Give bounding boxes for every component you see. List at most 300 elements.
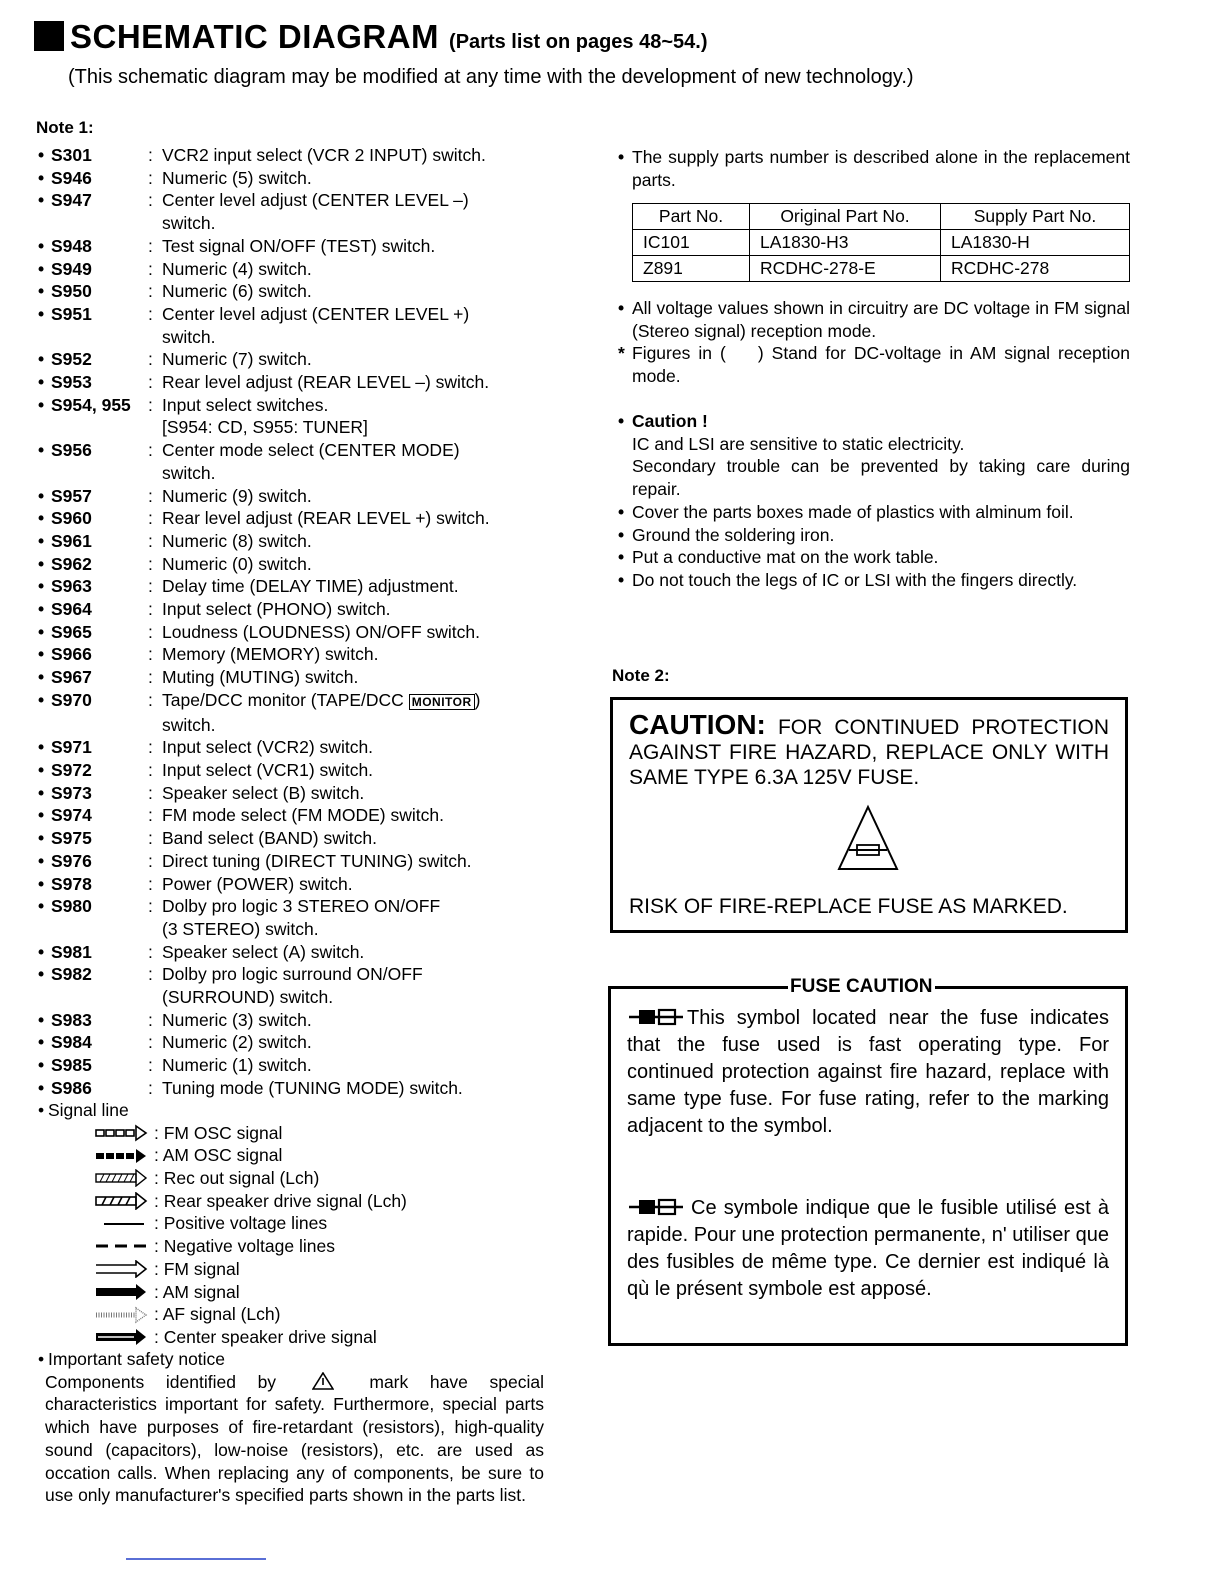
switch-desc-text: Numeric (0) switch. <box>162 553 312 574</box>
hollow-square-dash-arrow-icon <box>94 1124 150 1142</box>
colon: : <box>148 303 153 324</box>
switch-desc <box>162 827 548 850</box>
colon: : <box>148 372 153 393</box>
colon: : <box>148 941 153 962</box>
hatched-arrow-icon <box>94 1169 150 1187</box>
switch-id: S953 <box>51 372 92 393</box>
safety-text: mark have special characteristics important for safety. Furthermore, special parts which have purposes of fire-retardant (resistors), high-quality sound (capacitors), low-noise (resistors), etc. are used as occation calls. When replacing any of components, be sure to use only manufacturer's specified parts shown in the parts list. <box>45 1371 544 1506</box>
colon: : <box>148 553 153 574</box>
switch-desc <box>162 439 548 484</box>
switch-desc-line <box>162 1077 548 1100</box>
switch-desc-text: Numeric (4) switch. <box>162 258 312 279</box>
bullet: • <box>38 896 45 917</box>
switch-desc-text: Input select switches. <box>162 394 329 415</box>
switch-desc <box>162 895 548 940</box>
switch-desc <box>162 189 548 234</box>
switch-list <box>38 144 548 1100</box>
colon: : <box>148 530 153 551</box>
switch-desc-text: Tuning mode (TUNING MODE) switch. <box>162 1077 463 1098</box>
switch-id: S984 <box>51 1032 92 1053</box>
switch-id: S962 <box>51 553 92 574</box>
switch-id: S985 <box>51 1055 92 1076</box>
switch-desc-text: Loudness (LOUDNESS) ON/OFF switch. <box>162 621 480 642</box>
switch-id: S301 <box>51 145 92 165</box>
switch-item <box>38 827 548 850</box>
switch-desc-text: Tape/DCC monitor (TAPE/DCC <box>162 689 404 710</box>
signal-heading: Signal line <box>48 1100 129 1120</box>
bullet: • <box>38 167 45 188</box>
colon: : <box>148 349 153 370</box>
switch-desc <box>162 303 548 348</box>
switch-item <box>38 394 548 439</box>
dotted-arrow-icon <box>94 1306 150 1324</box>
switch-desc-text: Numeric (2) switch. <box>162 1032 312 1053</box>
signal-label: : Center speaker drive signal <box>154 1326 377 1347</box>
switch-desc <box>162 235 548 258</box>
table-header: Supply Part No. <box>941 204 1130 230</box>
switch-desc-line <box>162 736 548 759</box>
striped-arrow-icon <box>94 1192 150 1210</box>
switch-item <box>38 759 548 782</box>
switch-desc-line <box>162 963 548 986</box>
switch-desc-line <box>162 941 548 964</box>
switch-desc <box>162 850 548 873</box>
signal-item <box>38 1190 558 1213</box>
switch-item <box>38 303 548 348</box>
switch-desc-line <box>162 371 548 394</box>
signal-label: : Rec out signal (Lch) <box>154 1168 320 1189</box>
switch-desc <box>162 575 548 598</box>
safety-notice: • Important safety notice Components identified by mark have special characteristics important for safety. Furthermore, special parts which have purposes of fire-retardant (resistors), high-quality sound (capacitors), low-noise (resistors), etc. are used as occation calls. When replacing any of components, be sure to use only manufacturer's specified parts shown in the parts list. <box>38 1349 544 1506</box>
switch-desc-text: Test signal ON/OFF (TEST) switch. <box>162 235 436 256</box>
switch-id: S970 <box>51 689 92 710</box>
switch-desc-text: Center mode select (CENTER MODE) <box>162 440 460 461</box>
switch-item <box>38 530 548 553</box>
switch-desc <box>162 485 548 508</box>
table-cell: Z891 <box>633 256 750 282</box>
switch-desc <box>162 621 548 644</box>
switch-desc-text: Power (POWER) switch. <box>162 873 353 894</box>
table-header: Part No. <box>633 204 750 230</box>
switch-item <box>38 144 548 167</box>
bullet: • <box>38 850 45 871</box>
signal-label: : Rear speaker drive signal (Lch) <box>154 1190 407 1211</box>
subtitle: (This schematic diagram may be modified at any time with the development of new technology.) <box>68 66 914 88</box>
switch-desc-text: Direct tuning (DIRECT TUNING) switch. <box>162 850 472 871</box>
fuse-symbol-icon <box>627 1008 685 1026</box>
switch-desc-line2: switch. <box>162 213 216 234</box>
bullet: • <box>38 485 45 506</box>
solid-square-dash-arrow-icon <box>94 1147 150 1165</box>
switch-desc-line2: [S954: CD, S955: TUNER] <box>162 417 368 438</box>
switch-desc <box>162 167 548 190</box>
switch-item <box>38 598 548 621</box>
caution-bullet: Do not touch the legs of IC or LSI with the fingers directly. <box>632 569 1078 590</box>
switch-id: S963 <box>51 576 92 597</box>
table-row <box>633 230 1130 256</box>
bullet: • <box>38 349 45 370</box>
switch-desc-text: Input select (PHONO) switch. <box>162 599 391 620</box>
switch-id: S972 <box>51 759 92 780</box>
switch-desc <box>162 394 548 439</box>
switch-desc <box>162 371 548 394</box>
bullet: • <box>38 145 45 165</box>
switch-desc <box>162 1077 548 1100</box>
switch-desc-line <box>162 1031 548 1054</box>
colon: : <box>148 508 153 529</box>
signal-item <box>38 1303 558 1326</box>
switch-desc-text: Delay time (DELAY TIME) adjustment. <box>162 576 459 597</box>
monitor-boxed-label: MONITOR <box>409 694 475 710</box>
footer-rule <box>126 1558 266 1560</box>
switch-desc-line <box>162 439 548 462</box>
signal-item <box>38 1144 558 1167</box>
switch-item <box>38 348 548 371</box>
switch-desc <box>162 1054 548 1077</box>
switch-desc-line2: (3 STEREO) switch. <box>162 918 319 939</box>
table-cell: RCDHC-278 <box>941 256 1130 282</box>
table-header: Original Part No. <box>750 204 941 230</box>
switch-id: S961 <box>51 530 92 551</box>
colon: : <box>148 644 153 665</box>
switch-desc-text: Rear level adjust (REAR LEVEL –) switch. <box>162 372 490 393</box>
switch-item <box>38 804 548 827</box>
bullet: • <box>38 281 45 302</box>
page-title <box>34 18 707 56</box>
safety-text-pre: Components identified by <box>45 1371 277 1392</box>
switch-desc-text: Band select (BAND) switch. <box>162 828 377 849</box>
switch-desc-line <box>162 643 548 666</box>
signal-label: : Negative voltage lines <box>154 1236 335 1257</box>
switch-id: S946 <box>51 167 92 188</box>
supply-note-text: The supply parts number is described alone in the replacement parts. <box>632 147 1130 190</box>
switch-desc-text: Input select (VCR1) switch. <box>162 759 374 780</box>
switch-item <box>38 1054 548 1077</box>
switch-desc-line <box>162 394 548 417</box>
colon: : <box>148 782 153 803</box>
colon: : <box>148 1055 153 1076</box>
colon: : <box>148 1009 153 1030</box>
switch-desc <box>162 759 548 782</box>
bullet: • <box>38 621 45 642</box>
table-cell: LA1830-H3 <box>750 230 941 256</box>
signal-label: : AF signal (Lch) <box>154 1304 281 1325</box>
switch-item <box>38 485 548 508</box>
voltage-notes: • All voltage values shown in circuitry are DC voltage in FM signal (Stereo signal) reception mode. * Figures in ( ) Stand for DC-voltage in AM signal reception mode. <box>618 298 1130 387</box>
switch-desc-line <box>162 280 548 303</box>
bullet: • <box>38 599 45 620</box>
fuse-en: This symbol located near the fuse indicates that the fuse used is fast operating type. For continued protection against fire hazard, replace with same type fuse. For fuse rating, refer to the marking adjacent to the symbol. <box>627 1007 1109 1137</box>
switch-id: S957 <box>51 485 92 506</box>
switch-desc-line <box>162 1054 548 1077</box>
safety-heading: Important safety notice <box>48 1349 226 1369</box>
caution-bullet: Put a conductive mat on the work table. <box>632 547 939 568</box>
colon: : <box>148 873 153 894</box>
switch-item <box>38 167 548 190</box>
switch-id: S981 <box>51 941 92 962</box>
switch-id: S947 <box>51 190 92 211</box>
colon: : <box>148 805 153 826</box>
switch-desc <box>162 507 548 530</box>
title-text: SCHEMATIC DIAGRAM <box>70 18 440 55</box>
colon: : <box>148 258 153 279</box>
switch-id: S975 <box>51 828 92 849</box>
switch-desc-line <box>162 598 548 621</box>
bullet: • <box>38 1032 45 1053</box>
bullet: • <box>38 372 45 393</box>
switch-item <box>38 1009 548 1032</box>
colon: : <box>148 394 153 415</box>
colon: : <box>148 759 153 780</box>
switch-desc-line <box>162 666 548 689</box>
switch-desc <box>162 736 548 759</box>
switch-desc-text: Numeric (6) switch. <box>162 281 312 302</box>
switch-desc-text: Dolby pro logic 3 STEREO ON/OFF <box>162 896 441 917</box>
switch-desc-line <box>162 850 548 873</box>
table-cell: IC101 <box>633 230 750 256</box>
colon: : <box>148 485 153 506</box>
switch-desc-line2: (SURROUND) switch. <box>162 987 334 1008</box>
switch-item <box>38 689 548 736</box>
switch-desc <box>162 941 548 964</box>
bullet: • <box>38 576 45 597</box>
switch-desc-line <box>162 485 548 508</box>
switch-item <box>38 666 548 689</box>
bullet: • <box>38 235 45 256</box>
caution-line: IC and LSI are sensitive to static electricity. <box>632 433 965 454</box>
signal-item <box>38 1122 558 1145</box>
caution-box <box>610 697 1128 933</box>
switch-desc-line <box>162 689 548 714</box>
switch-desc-line <box>162 553 548 576</box>
colon: : <box>148 145 153 165</box>
switch-desc-text: Center level adjust (CENTER LEVEL –) <box>162 190 469 211</box>
switch-id: S967 <box>51 667 92 688</box>
switch-id: S982 <box>51 964 92 985</box>
switch-desc-line <box>162 621 548 644</box>
bullet: • <box>38 394 45 415</box>
switch-id: S950 <box>51 281 92 302</box>
bullet: • <box>38 553 45 574</box>
switch-desc <box>162 643 548 666</box>
bullet: • <box>38 190 45 211</box>
bullet: • <box>38 440 45 461</box>
switch-desc-line2: switch. <box>162 714 216 735</box>
bullet: • <box>38 258 45 279</box>
switch-item <box>38 1077 548 1100</box>
signal-label: : AM OSC signal <box>154 1145 283 1166</box>
signal-item <box>38 1235 558 1258</box>
switch-desc-line2: switch. <box>162 462 216 483</box>
switch-item <box>38 782 548 805</box>
switch-id: S978 <box>51 873 92 894</box>
switch-item <box>38 643 548 666</box>
switch-desc <box>162 963 548 1008</box>
solid-arrow-icon <box>94 1283 150 1301</box>
switch-desc-text: Dolby pro logic surround ON/OFF <box>162 964 423 985</box>
table-row <box>633 256 1130 282</box>
switch-desc-line <box>162 759 548 782</box>
switch-desc-text: Muting (MUTING) switch. <box>162 667 359 688</box>
colon: : <box>148 828 153 849</box>
switch-desc <box>162 348 548 371</box>
switch-desc-text: Numeric (5) switch. <box>162 167 312 188</box>
signal-legend: • Signal line : FM OSC signal : AM OSC signal : Rec out signal (Lch) : Rear speaker drive signal (Lch) : Positive voltage lines : Negative voltage lines : FM signal : AM signal : AF signal (Lch) : Center speaker drive signal <box>38 1099 558 1349</box>
switch-item <box>38 850 548 873</box>
switch-desc <box>162 1009 548 1032</box>
switch-item <box>38 736 548 759</box>
switch-desc-line <box>162 1009 548 1032</box>
switch-desc-line <box>162 873 548 896</box>
switch-desc-text: FM mode select (FM MODE) switch. <box>162 805 444 826</box>
switch-desc-line <box>162 827 548 850</box>
bullet: • <box>38 737 45 758</box>
colon: : <box>148 737 153 758</box>
switch-desc-line <box>162 258 548 281</box>
switch-item <box>38 621 548 644</box>
table-header-row <box>633 204 1130 230</box>
colon: : <box>148 689 153 710</box>
colon: : <box>148 621 153 642</box>
switch-desc-line <box>162 144 548 167</box>
switch-desc-end: ) <box>474 689 481 710</box>
signal-item <box>38 1212 558 1235</box>
switch-id: S956 <box>51 440 92 461</box>
switch-desc-text: Center level adjust (CENTER LEVEL +) <box>162 303 470 324</box>
switch-item <box>38 1031 548 1054</box>
bullet: • <box>38 508 45 529</box>
fuse-text-en <box>627 1005 1109 1140</box>
bullet: • <box>38 759 45 780</box>
switch-desc-line <box>162 348 548 371</box>
switch-desc <box>162 689 548 736</box>
switch-desc-text: Rear level adjust (REAR LEVEL +) switch. <box>162 508 490 529</box>
switch-item <box>38 941 548 964</box>
switch-desc-text: Numeric (7) switch. <box>162 349 312 370</box>
switch-id: S973 <box>51 782 92 803</box>
switch-id: S949 <box>51 258 92 279</box>
signal-label: : FM OSC signal <box>154 1122 283 1143</box>
switch-id: S960 <box>51 508 92 529</box>
bullet: • <box>38 667 45 688</box>
caution-heading: Caution ! <box>632 411 708 431</box>
switch-desc <box>162 598 548 621</box>
fuse-fr: Ce symbole indique que le fusible utilisé est à rapide. Pour une protection permanente, n' utiliser que des fusibles de même type. Ce dernier est indiqué là qù le présent symbole est apposé. <box>627 1197 1109 1300</box>
colon: : <box>148 281 153 302</box>
bullet: • <box>38 1055 45 1076</box>
bullet: • <box>38 689 45 710</box>
switch-item <box>38 507 548 530</box>
caution-section: • Caution ! IC and LSI are sensitive to static electricity. Secondary trouble can be prevented by taking care during repair. • Cover the parts boxes made of plastics with alminum foil. • Ground the soldering iron. • Put a conductive mat on the work table. • Do not touch the legs of IC or LSI with the fingers directly. <box>618 411 1130 590</box>
switch-desc-text: Numeric (9) switch. <box>162 485 312 506</box>
title-note: (Parts list on pages 48~54.) <box>449 31 708 53</box>
switch-id: S976 <box>51 850 92 871</box>
switch-id: S952 <box>51 349 92 370</box>
parts-table <box>632 203 1130 282</box>
caution-line: Secondary trouble can be prevented by taking care during repair. <box>632 456 1130 500</box>
bullet: • <box>38 873 45 894</box>
fuse-warning-triangle-icon <box>835 803 901 873</box>
solid-line-icon <box>94 1215 150 1233</box>
bullet: • <box>38 828 45 849</box>
switch-id: S965 <box>51 621 92 642</box>
caution-body: FOR CONTINUED PROTECTION AGAINST FIRE HAZARD, REPLACE ONLY WITH SAME TYPE 6.3A 125V FUSE. <box>629 716 1110 789</box>
switch-desc-text: Input select (VCR2) switch. <box>162 737 374 758</box>
bullet: • <box>38 1077 45 1098</box>
switch-id: S948 <box>51 235 92 256</box>
switch-desc-line <box>162 782 548 805</box>
figures-note: Figures in ( ) Stand for DC-voltage in AM signal reception mode. <box>632 343 1130 387</box>
switch-desc-text: Numeric (3) switch. <box>162 1009 312 1030</box>
caution-label: CAUTION: <box>629 709 766 740</box>
switch-item <box>38 575 548 598</box>
caution-bullet: Ground the soldering iron. <box>632 524 835 545</box>
switch-desc-text: Numeric (1) switch. <box>162 1055 312 1076</box>
switch-item <box>38 258 548 281</box>
switch-desc-text: VCR2 input select (VCR 2 INPUT) switch. <box>162 145 486 165</box>
switch-id: S954, 955 <box>51 394 131 415</box>
switch-item <box>38 895 548 940</box>
signal-list <box>38 1122 558 1349</box>
switch-item <box>38 280 548 303</box>
switch-desc-line <box>162 804 548 827</box>
switch-id: S964 <box>51 599 92 620</box>
switch-desc <box>162 258 548 281</box>
voltage-note: All voltage values shown in circuitry are DC voltage in FM signal (Stereo signal) reception mode. <box>632 298 1130 341</box>
switch-desc-line <box>162 235 548 258</box>
colon: : <box>148 667 153 688</box>
switch-desc-line <box>162 303 548 326</box>
switch-id: S986 <box>51 1077 92 1098</box>
bullet: • <box>38 1009 45 1030</box>
colon: : <box>148 576 153 597</box>
colon: : <box>148 599 153 620</box>
switch-desc <box>162 666 548 689</box>
switch-desc <box>162 1031 548 1054</box>
colon: : <box>148 440 153 461</box>
switch-desc-line2: switch. <box>162 326 216 347</box>
switch-desc <box>162 144 548 167</box>
signal-item <box>38 1326 558 1349</box>
black-square-icon <box>34 21 64 51</box>
caution-box-text <box>629 709 1110 790</box>
bullet: • <box>38 941 45 962</box>
signal-item <box>38 1258 558 1281</box>
bullet: • <box>38 644 45 665</box>
colon: : <box>148 850 153 871</box>
switch-item <box>38 873 548 896</box>
switch-desc-text: Speaker select (B) switch. <box>162 782 365 803</box>
signal-item <box>38 1167 558 1190</box>
switch-desc <box>162 280 548 303</box>
signal-label: : FM signal <box>154 1258 240 1279</box>
note2-heading: Note 2: <box>612 666 670 685</box>
signal-label: : AM signal <box>154 1281 240 1302</box>
switch-desc-line <box>162 507 548 530</box>
switch-desc-line <box>162 895 548 918</box>
switch-item <box>38 235 548 258</box>
supply-note: • The supply parts number is described alone in the replacement parts. <box>618 147 1130 190</box>
bullet: • <box>38 782 45 803</box>
safety-paragraph <box>45 1371 544 1507</box>
hollow-arrow-icon <box>94 1260 150 1278</box>
switch-item <box>38 439 548 484</box>
caution-footer: RISK OF FIRE-REPLACE FUSE AS MARKED. <box>629 895 1068 918</box>
switch-item <box>38 189 548 234</box>
bullet: • <box>38 530 45 551</box>
colon: : <box>148 167 153 188</box>
switch-id: S966 <box>51 644 92 665</box>
